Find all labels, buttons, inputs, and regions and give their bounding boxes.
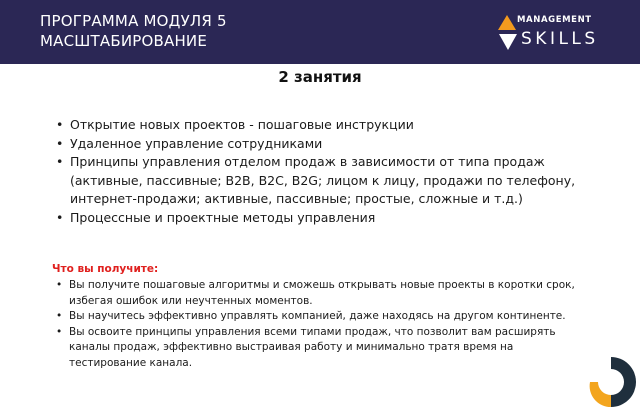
list-item: • Процессные и проектные методы управления xyxy=(56,209,576,228)
list-item: • Открытие новых проектов - пошаговые инструкции xyxy=(56,116,576,135)
topics-list xyxy=(56,116,576,227)
list-item: • Принципы управления отделом продаж в зависимости от типа продаж (активные, пассивные; B2B, B2C, B2G; лицом к лицу, продажи по телефону, интернет-продажи; активные, пассивные; простые, сложные и т.д.) xyxy=(56,153,576,209)
benefits-list xyxy=(56,278,586,371)
list-item: • Вы получите пошаговые алгоритмы и сможешь открывать новые проекты в коротки срок, избегая ошибок или неучтенных моментов. xyxy=(56,278,586,309)
logo-text-management: MANAGEMENT xyxy=(517,15,592,25)
list-item: • Удаленное управление сотрудниками xyxy=(56,135,576,154)
benefits-heading: Что вы получите: xyxy=(52,263,159,275)
title-line-1: ПРОГРАММА МОДУЛЯ 5 xyxy=(40,12,227,30)
logo-text-skills: SKILLS xyxy=(521,29,599,49)
list-item: • Вы освоите принципы управления всеми типами продаж, что позволит вам расширять каналы продаж, эффективно выстраивая работу и минимально тратя время на тестирование канала. xyxy=(56,325,586,372)
management-skills-logo xyxy=(497,12,607,52)
header-bar xyxy=(0,0,640,64)
d-brand-icon xyxy=(584,354,638,410)
section-title: 2 занятия xyxy=(278,68,362,86)
page-title xyxy=(40,11,227,51)
list-item: • Вы научитесь эффективно управлять компанией, даже находясь на другом континенте. xyxy=(56,309,586,325)
title-line-2: МАСШТАБИРОВАНИЕ xyxy=(40,32,208,50)
